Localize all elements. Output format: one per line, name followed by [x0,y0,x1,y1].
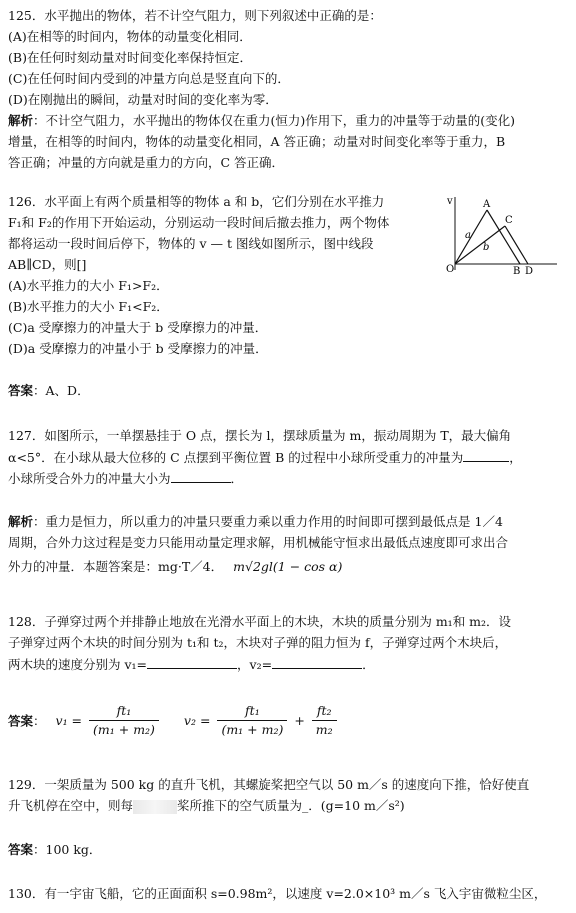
blurred-region [133,800,177,814]
q126-option-a: (A)水平推力的大小 F₁>F₂． [8,278,169,293]
q127-stem-text: 小球所受合外力的冲量大小为 [8,471,171,486]
q127-stem-text: α<5°．在小球从最大位移的 C 点摆到平衡位置 B 的过程中小球所受重力的冲量为 [8,450,464,465]
answer-text: ：A、D． [33,383,90,398]
q129-stem-line2 [8,796,405,816]
q128-stem-line1: 128．子弹穿过两个并排静止地放在光滑水平面上的木块，木块的质量分别为 m₁和 m₂．设 [8,614,512,629]
q128-stem-line2: 子弹穿过两个木块的时间分别为 t₁和 t₂，木块对子弹的阻力恒为 f，子弹穿过两个木块后， [8,635,508,650]
q126-stem-line4: AB∥CD，则[] [8,257,87,272]
q129-answer [8,840,101,860]
fraction-denominator: m₂ [315,722,333,737]
graph-label-d-point: D [525,266,534,277]
answer-blank-gravity-impulse[interactable] [463,447,509,462]
punct: ： [33,713,46,729]
answer-label: 答案 [8,713,34,729]
q126-stem-line3: 都将运动一段时间后停下，物体的 v — t 图线如图所示，图中线段 [8,236,374,251]
punct: ， [509,450,522,465]
fraction-denominator: (m₁ + m₂) [93,722,155,737]
graph-label-v: v [447,196,453,207]
line-ab [487,210,520,264]
q126-option-b: (B)水平推力的大小 F₁<F₂． [8,299,169,314]
q129-stem-text: 升飞机停在空中，则每 [8,798,134,813]
explanation-label: 解析 [8,113,34,128]
v2-fraction-1 [217,702,287,739]
fraction-numerator: ft₁ [217,702,287,721]
answer-blank-net-impulse[interactable] [171,468,231,483]
v1-symbol: v₁ = [55,713,83,728]
graph-label-b-line: b [483,242,490,253]
q125-option-b: (B)在任何时刻动量对时间变化率保持恒定． [8,50,252,65]
q125-explanation-line1 [8,111,515,131]
vt-graph-figure [445,192,560,277]
q127-stem-line2 [8,447,522,468]
q127-explanation-line1 [8,512,503,532]
graph-label-b-point: B [513,266,521,277]
q129-stem-line1: 129．一架质量为 500 kg 的直升飞机，其螺旋桨把空气以 50 m／s 的速度向下推，恰好使直 [8,777,530,792]
q128-stem-text: 两木块的速度分别为 v₁= [8,657,148,672]
explanation-text: ：重力是恒力，所以重力的冲量只要重力乘以重力作用的时间即可摆到最低点是 1／4 [33,514,503,529]
line-oa [455,210,490,264]
plus-sign: + [294,713,305,728]
fraction-numerator: ft₁ [89,702,159,721]
line-oc [455,226,505,264]
graph-label-a-line: a [465,230,471,241]
graph-label-c-point: C [505,215,513,226]
q130-stem-line1: 130．有一宇宙飞船，它的正面面积 s=0.98m²，以速度 v=2.0×10³ m／s 飞入宇宙微粒尘区， [8,886,547,901]
v2-fraction-2 [312,702,337,739]
graph-label-a-point: A [483,199,491,210]
answer-label: 答案 [8,842,34,857]
q126-option-c: (C)a 受摩擦力的冲量大于 b 受摩擦力的冲量． [8,320,268,335]
explanation-text: ：不计空气阻力，水平抛出的物体仅在重力(恒力)作用下，重力的冲量等于动量的(变化) [33,113,516,128]
graph-label-o: O [446,264,455,275]
fraction-denominator: (m₁ + m₂) [221,722,284,737]
q126-answer [8,381,90,401]
q125-option-d: (D)在刚抛出的瞬间，动量对时间的变化率为零． [8,92,278,107]
answer-blank-v1[interactable] [147,654,237,669]
q125-stem: 125．水平抛出的物体，若不计空气阻力，则下列叙述中正确的是： [8,8,382,23]
answer-text: ：100 kg． [33,842,102,857]
q126-option-d: (D)a 受摩擦力的冲量小于 b 受摩擦力的冲量． [8,341,268,356]
q125-explanation-line3: 答正确；冲量的方向就是重力的方向，C 答正确． [8,155,285,170]
q127-stem-line3 [8,468,243,489]
q125-explanation-line2: 增量，在相等的时间内，物体的动量变化相同，A 答正确；动量对时间变化率等于重力，B [8,134,506,149]
explanation-text: 外力的冲量．本题答案是：mg·T／4． [8,559,224,574]
q128-answer [8,702,340,739]
q127-explanation-line3 [8,557,342,577]
fraction-numerator: ft₂ [312,702,337,721]
q128-stem-line3 [8,654,375,675]
formula-impulse: m√2gl(1 − cos α) [233,559,343,574]
q125-option-c: (C)在任何时间内受到的冲量方向总是竖直向下的． [8,71,290,86]
answer-label: 答案 [8,383,34,398]
explanation-label: 解析 [8,514,34,529]
punct: ． [230,471,244,486]
v2-symbol: v₂ = [183,713,211,728]
q125-option-a: (A)在相等的时间内，物体的动量变化相同． [8,29,252,44]
answer-blank-v2[interactable] [272,654,362,669]
v1-fraction [89,702,159,739]
q127-stem-line1: 127．如图所示，一单摆悬挂于 O 点，摆长为 l，摆球质量为 m，振动周期为 T，最大偏角 [8,428,512,443]
q126-stem-line2: F₁和 F₂的作用下开始运动，分别运动一段时间后撤去推力，两个物体 [8,215,390,230]
punct: ． [362,657,375,672]
q127-explanation-line2: 周期，合外力这过程是变力只能用动量定理求解，用机械能守恒求出最低点速度即可求出合 [8,535,509,550]
q129-stem-text: 桨所推下的空气质量为_．(g=10 m／s²) [177,798,405,813]
q126-stem-line1: 126．水平面上有两个质量相等的物体 a 和 b，它们分别在水平推力 [8,194,385,209]
q128-stem-text: ，v₂= [237,657,273,672]
